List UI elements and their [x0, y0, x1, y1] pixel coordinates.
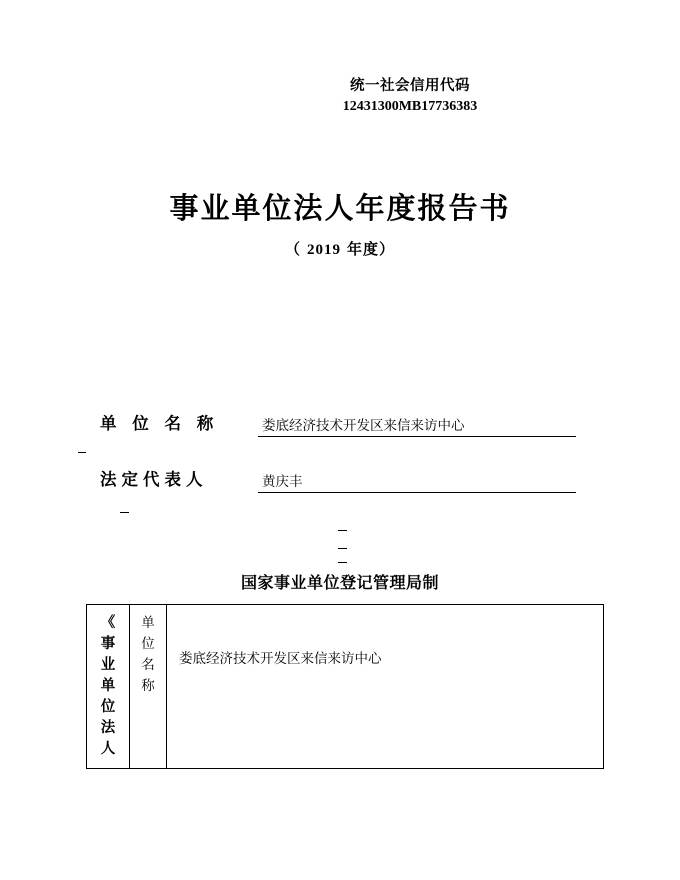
vert-char: 事 — [100, 636, 116, 652]
field-unit-name-input[interactable] — [258, 410, 576, 437]
field-legal-rep-label: 法定代表人 — [100, 470, 208, 489]
report-year: 2019 — [306, 242, 341, 258]
scan-artifact-dash — [338, 562, 347, 563]
issuer-line: 国家事业单位登记管理局制 — [240, 573, 439, 592]
vert-char: 业 — [100, 657, 116, 673]
field-unit-name-value: 娄底经济技术开发区来信来访中心 — [262, 418, 465, 434]
scan-artifact-dash — [78, 452, 86, 453]
field-unit-name — [100, 410, 586, 440]
field-unit-name-label: 单 位 名 称 — [100, 414, 219, 433]
table-cell-unit-name-value: 娄底经济技术开发区来信来访中心 — [167, 605, 604, 769]
unit-info-table — [86, 604, 604, 769]
vert-char: 法 — [100, 720, 116, 736]
year-suffix: 年度 — [346, 242, 379, 258]
paren-close: ） — [379, 242, 396, 258]
report-year-line — [0, 238, 680, 259]
vert-char: 单 — [100, 678, 116, 694]
vert-char: 人 — [100, 741, 116, 757]
credit-code-value: 12431300MB17736383 — [342, 99, 478, 114]
field-legal-rep — [100, 466, 586, 496]
scan-artifact-dash — [338, 530, 347, 531]
vert-char: 位 — [141, 636, 155, 652]
vert-char: 名 — [141, 657, 155, 673]
table-header-cell-unit-name — [130, 605, 167, 769]
vert-char: 位 — [100, 699, 116, 715]
credit-code-block — [0, 76, 680, 118]
page-title: 事业单位法人年度报告书 — [169, 191, 511, 225]
vert-char: 单 — [141, 615, 155, 631]
paren-open: （ — [284, 242, 301, 258]
field-legal-rep-input[interactable] — [258, 466, 576, 493]
vert-char: 《 — [100, 615, 116, 631]
credit-code-label: 统一社会信用代码 — [350, 78, 470, 94]
table-row — [87, 605, 604, 769]
table-header-cell-doc-type — [87, 605, 130, 769]
scan-artifact-dash — [120, 512, 129, 513]
field-legal-rep-value: 黄庆丰 — [262, 474, 303, 490]
scan-artifact-dash — [338, 548, 347, 549]
vert-char: 称 — [141, 678, 155, 694]
